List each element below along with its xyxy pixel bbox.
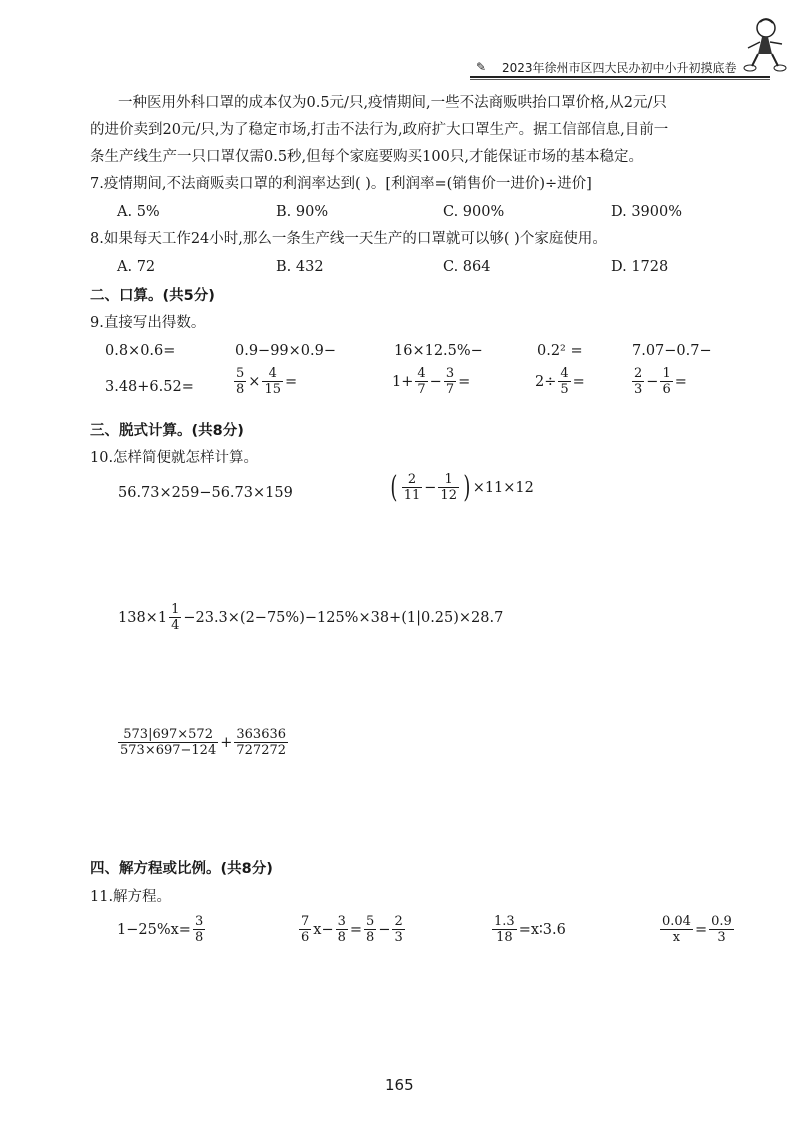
fraction: $\frac{363636}{727272}$ bbox=[236, 727, 287, 758]
fraction: $\frac{2}{3}$ bbox=[394, 914, 403, 945]
question-8-option-d: D. 1728 bbox=[611, 259, 669, 275]
section-4-title: 四、解方程或比例。(共8分) bbox=[90, 861, 273, 877]
fraction: $\frac{2}{3}$ bbox=[634, 366, 643, 397]
q10-expression-1: 56.73×259−56.73×159 bbox=[118, 485, 293, 501]
intro-line-2: 的进价卖到20元/只,为了稳定市场,打击不法行为,政府扩大口罩生产。据工信部信息,目前一 bbox=[90, 122, 669, 138]
header-mascot bbox=[738, 14, 788, 76]
fraction: $\frac{3}{8}$ bbox=[194, 914, 204, 945]
fraction: $\frac{1}{6}$ bbox=[662, 366, 671, 397]
fraction: $\frac{1.3}{18}$ bbox=[494, 914, 515, 945]
fraction: $\frac{4}{15}$ bbox=[264, 366, 281, 397]
fraction: $\frac{573|697\times 572}{573\times 697-124}$ bbox=[120, 727, 217, 758]
header-rule bbox=[470, 76, 770, 78]
fraction: $\frac{5}{8}$ bbox=[236, 366, 245, 397]
section-2-title: 二、口算。(共5分) bbox=[90, 288, 215, 304]
fraction: $\frac{3}{8}$ bbox=[337, 914, 346, 945]
question-8-stem: 8.如果每天工作24小时,那么一条生产线一天生产的口罩就可以够( )个家庭使用。 bbox=[90, 231, 607, 247]
q9-row2-item-3: 1+ $\frac{4}{7}$ − $\frac{3}{7}$ = bbox=[392, 366, 471, 397]
question-7-option-a: A. 5% bbox=[117, 204, 160, 220]
fraction: $\frac{2}{11}$ bbox=[403, 472, 421, 503]
q11-equation-2: $\frac{7}{6}$ x− $\frac{3}{8}$ = $\frac{5}{8}$ − $\frac{2}{3}$ bbox=[301, 914, 403, 945]
q9-row1-item-3: 16×12.5%− bbox=[394, 343, 483, 359]
question-9-stem: 9.直接写出得数。 bbox=[90, 315, 206, 331]
q11-equation-3: $\frac{1.3}{18}$ =x∶3.6 bbox=[494, 914, 566, 945]
q9-row2-item-4: 2÷ $\frac{4}{5}$ = bbox=[535, 366, 585, 397]
q10-expression-3: 138×1 $\frac{1}{4}$ −23.3×(2−75%)−125%×38+(1|0.25)×28.7 bbox=[118, 602, 504, 633]
q9-row1-item-5: 7.07−0.7− bbox=[632, 343, 712, 359]
q9-row1-item-4: 0.2² = bbox=[537, 343, 583, 359]
q11-equation-4: $\frac{0.04}{x}$ = $\frac{0.9}{3}$ bbox=[662, 914, 732, 945]
intro-line-1: 一种医用外科口罩的成本仅为0.5元/只,疫情期间,一些不法商贩哄抬口罩价格,从2元/只 bbox=[118, 95, 667, 111]
q10-expression-4: $\frac{573|697\times 572}{573\times 697-124}$ + $\frac{363636}{727272}$ bbox=[120, 727, 287, 758]
question-7-option-c: C. 900% bbox=[443, 204, 505, 220]
header-title: 2023年徐州市区四大民办初中小升初摸底卷 bbox=[502, 61, 737, 75]
q9-row2-item-2: $\frac{5}{8}$ × $\frac{4}{15}$ = bbox=[236, 366, 298, 397]
q9-row2-item-5: $\frac{2}{3}$ − $\frac{1}{6}$ = bbox=[634, 366, 687, 397]
question-7-option-b: B. 90% bbox=[276, 204, 329, 220]
q9-row2-item-1: 3.48+6.52= bbox=[105, 379, 194, 395]
fraction: $\frac{4}{5}$ bbox=[560, 366, 569, 397]
q9-row1-item-1: 0.8×0.6= bbox=[105, 343, 176, 359]
fraction: $\frac{0.04}{x}$ bbox=[662, 914, 691, 945]
question-8-option-a: A. 72 bbox=[117, 259, 156, 275]
fraction: $\frac{3}{7}$ bbox=[445, 366, 455, 397]
header-pencil-icon: ✎ bbox=[476, 60, 487, 74]
q9-row1-item-2: 0.9−99×0.9− bbox=[235, 343, 337, 359]
question-8-option-b: B. 432 bbox=[276, 259, 324, 275]
question-7-stem: 7.疫情期间,不法商贩卖口罩的利润率达到( )。[利润率=(销售价一进价)÷进价] bbox=[90, 176, 592, 192]
header-rule-thin bbox=[470, 79, 770, 80]
section-3-title: 三、脱式计算。(共8分) bbox=[90, 423, 244, 439]
intro-line-3: 条生产线生产一只口罩仅需0.5秒,但每个家庭要购买100只,才能保证市场的基本稳定。 bbox=[90, 149, 643, 165]
question-7-option-d: D. 3900% bbox=[611, 204, 683, 220]
fraction: $\frac{1}{12}$ bbox=[440, 472, 457, 503]
fraction: $\frac{5}{8}$ bbox=[366, 914, 375, 945]
fraction: $\frac{7}{6}$ bbox=[301, 914, 310, 945]
question-8-option-c: C. 864 bbox=[443, 259, 491, 275]
fraction: $\frac{4}{7}$ bbox=[417, 366, 426, 397]
fraction: $\frac{0.9}{3}$ bbox=[711, 914, 732, 945]
question-11-stem: 11.解方程。 bbox=[90, 889, 172, 905]
fraction: $\frac{1}{4}$ bbox=[171, 602, 180, 633]
question-10-stem: 10.怎样简便就怎样计算。 bbox=[90, 450, 259, 466]
q10-expression-2: ( $\frac{2}{11}$ − $\frac{1}{12}$ ) ×11×12 bbox=[390, 469, 534, 505]
q11-equation-1: 1−25%x= $\frac{3}{8}$ bbox=[117, 914, 204, 945]
page-number: 165 bbox=[385, 1076, 414, 1094]
